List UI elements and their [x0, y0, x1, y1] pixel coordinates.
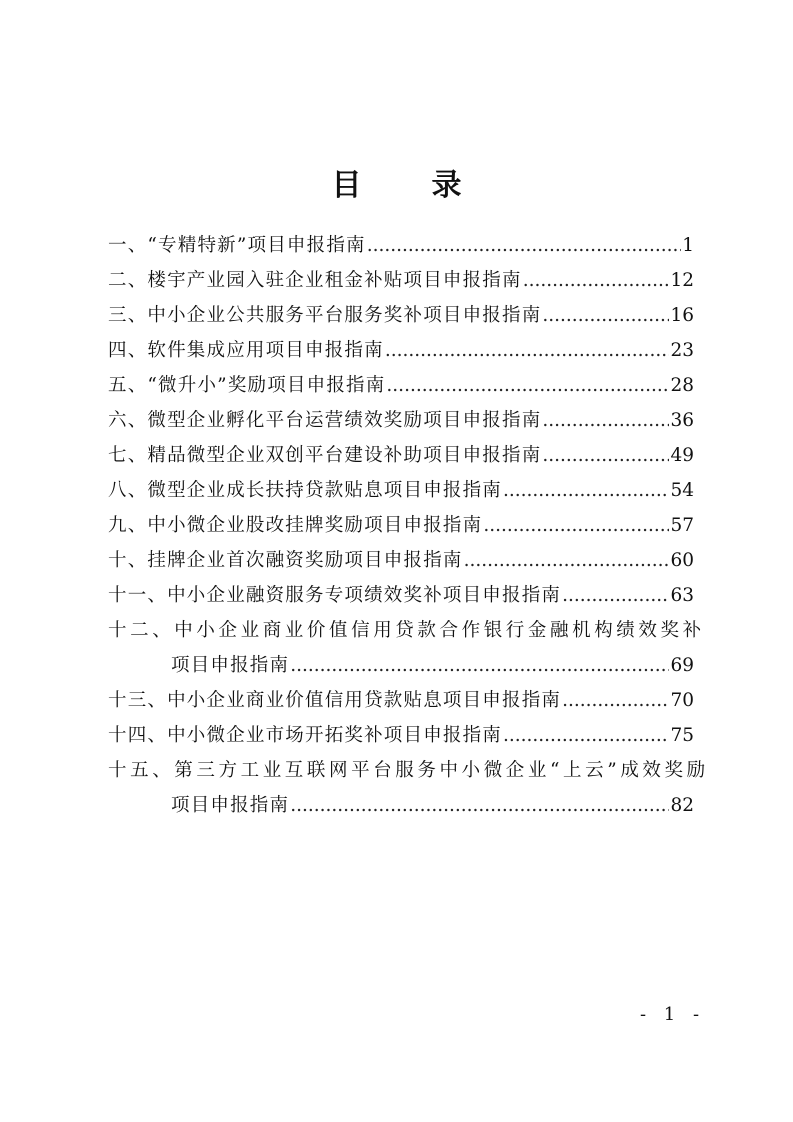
toc-entry-2[interactable]: 二、楼宇产业园入驻企业租金补贴项目申报指南 ..... 12 — [108, 263, 694, 298]
toc-entry-11[interactable]: 十一、中小企业融资服务专项绩效奖补项目申报指南 ..... 63 — [108, 578, 694, 613]
toc-entry-3[interactable]: 三、中小企业公共服务平台服务奖补项目申报指南 ..... 16 — [108, 298, 694, 333]
toc-entry-5[interactable]: 五、“微升小”奖励项目申报指南 ..... 28 — [108, 368, 694, 403]
title-char-2: 录 — [431, 168, 462, 204]
toc-entry-12[interactable]: 十二、中小企业商业价值信用贷款合作银行金融机构绩效奖补 项目申报指南 ..... 69 — [108, 613, 694, 683]
toc-entry-8[interactable]: 八、微型企业成长扶持贷款贴息项目申报指南 ..... 54 — [108, 473, 694, 508]
toc-entry-10[interactable]: 十、挂牌企业首次融资奖励项目申报指南 ..... 60 — [108, 543, 694, 578]
toc-entry-1[interactable]: 一、“专精特新”项目申报指南 ..... 1 — [108, 228, 694, 263]
toc-entry-7[interactable]: 七、精品微型企业双创平台建设补助项目申报指南 ..... 49 — [108, 438, 694, 473]
toc-entry-14[interactable]: 十四、中小微企业市场开拓奖补项目申报指南 ..... 75 — [108, 718, 694, 753]
toc-entry-9[interactable]: 九、中小微企业股改挂牌奖励项目申报指南 ..... 57 — [108, 508, 694, 543]
page-title — [0, 160, 793, 204]
page-number: - 1 - — [640, 1004, 706, 1025]
toc-entry-15[interactable]: 十五、第三方工业互联网平台服务中小微企业“上云”成效奖励 项目申报指南 ..... 82 — [108, 753, 694, 823]
toc-entry-13[interactable]: 十三、中小企业商业价值信用贷款贴息项目申报指南 ..... 70 — [108, 683, 694, 718]
table-of-contents — [108, 228, 709, 823]
toc-entry-4[interactable]: 四、软件集成应用项目申报指南 ..... 23 — [108, 333, 694, 368]
toc-entry-6[interactable]: 六、微型企业孵化平台运营绩效奖励项目申报指南 ..... 36 — [108, 403, 694, 438]
title-char-1: 目 — [331, 168, 362, 204]
